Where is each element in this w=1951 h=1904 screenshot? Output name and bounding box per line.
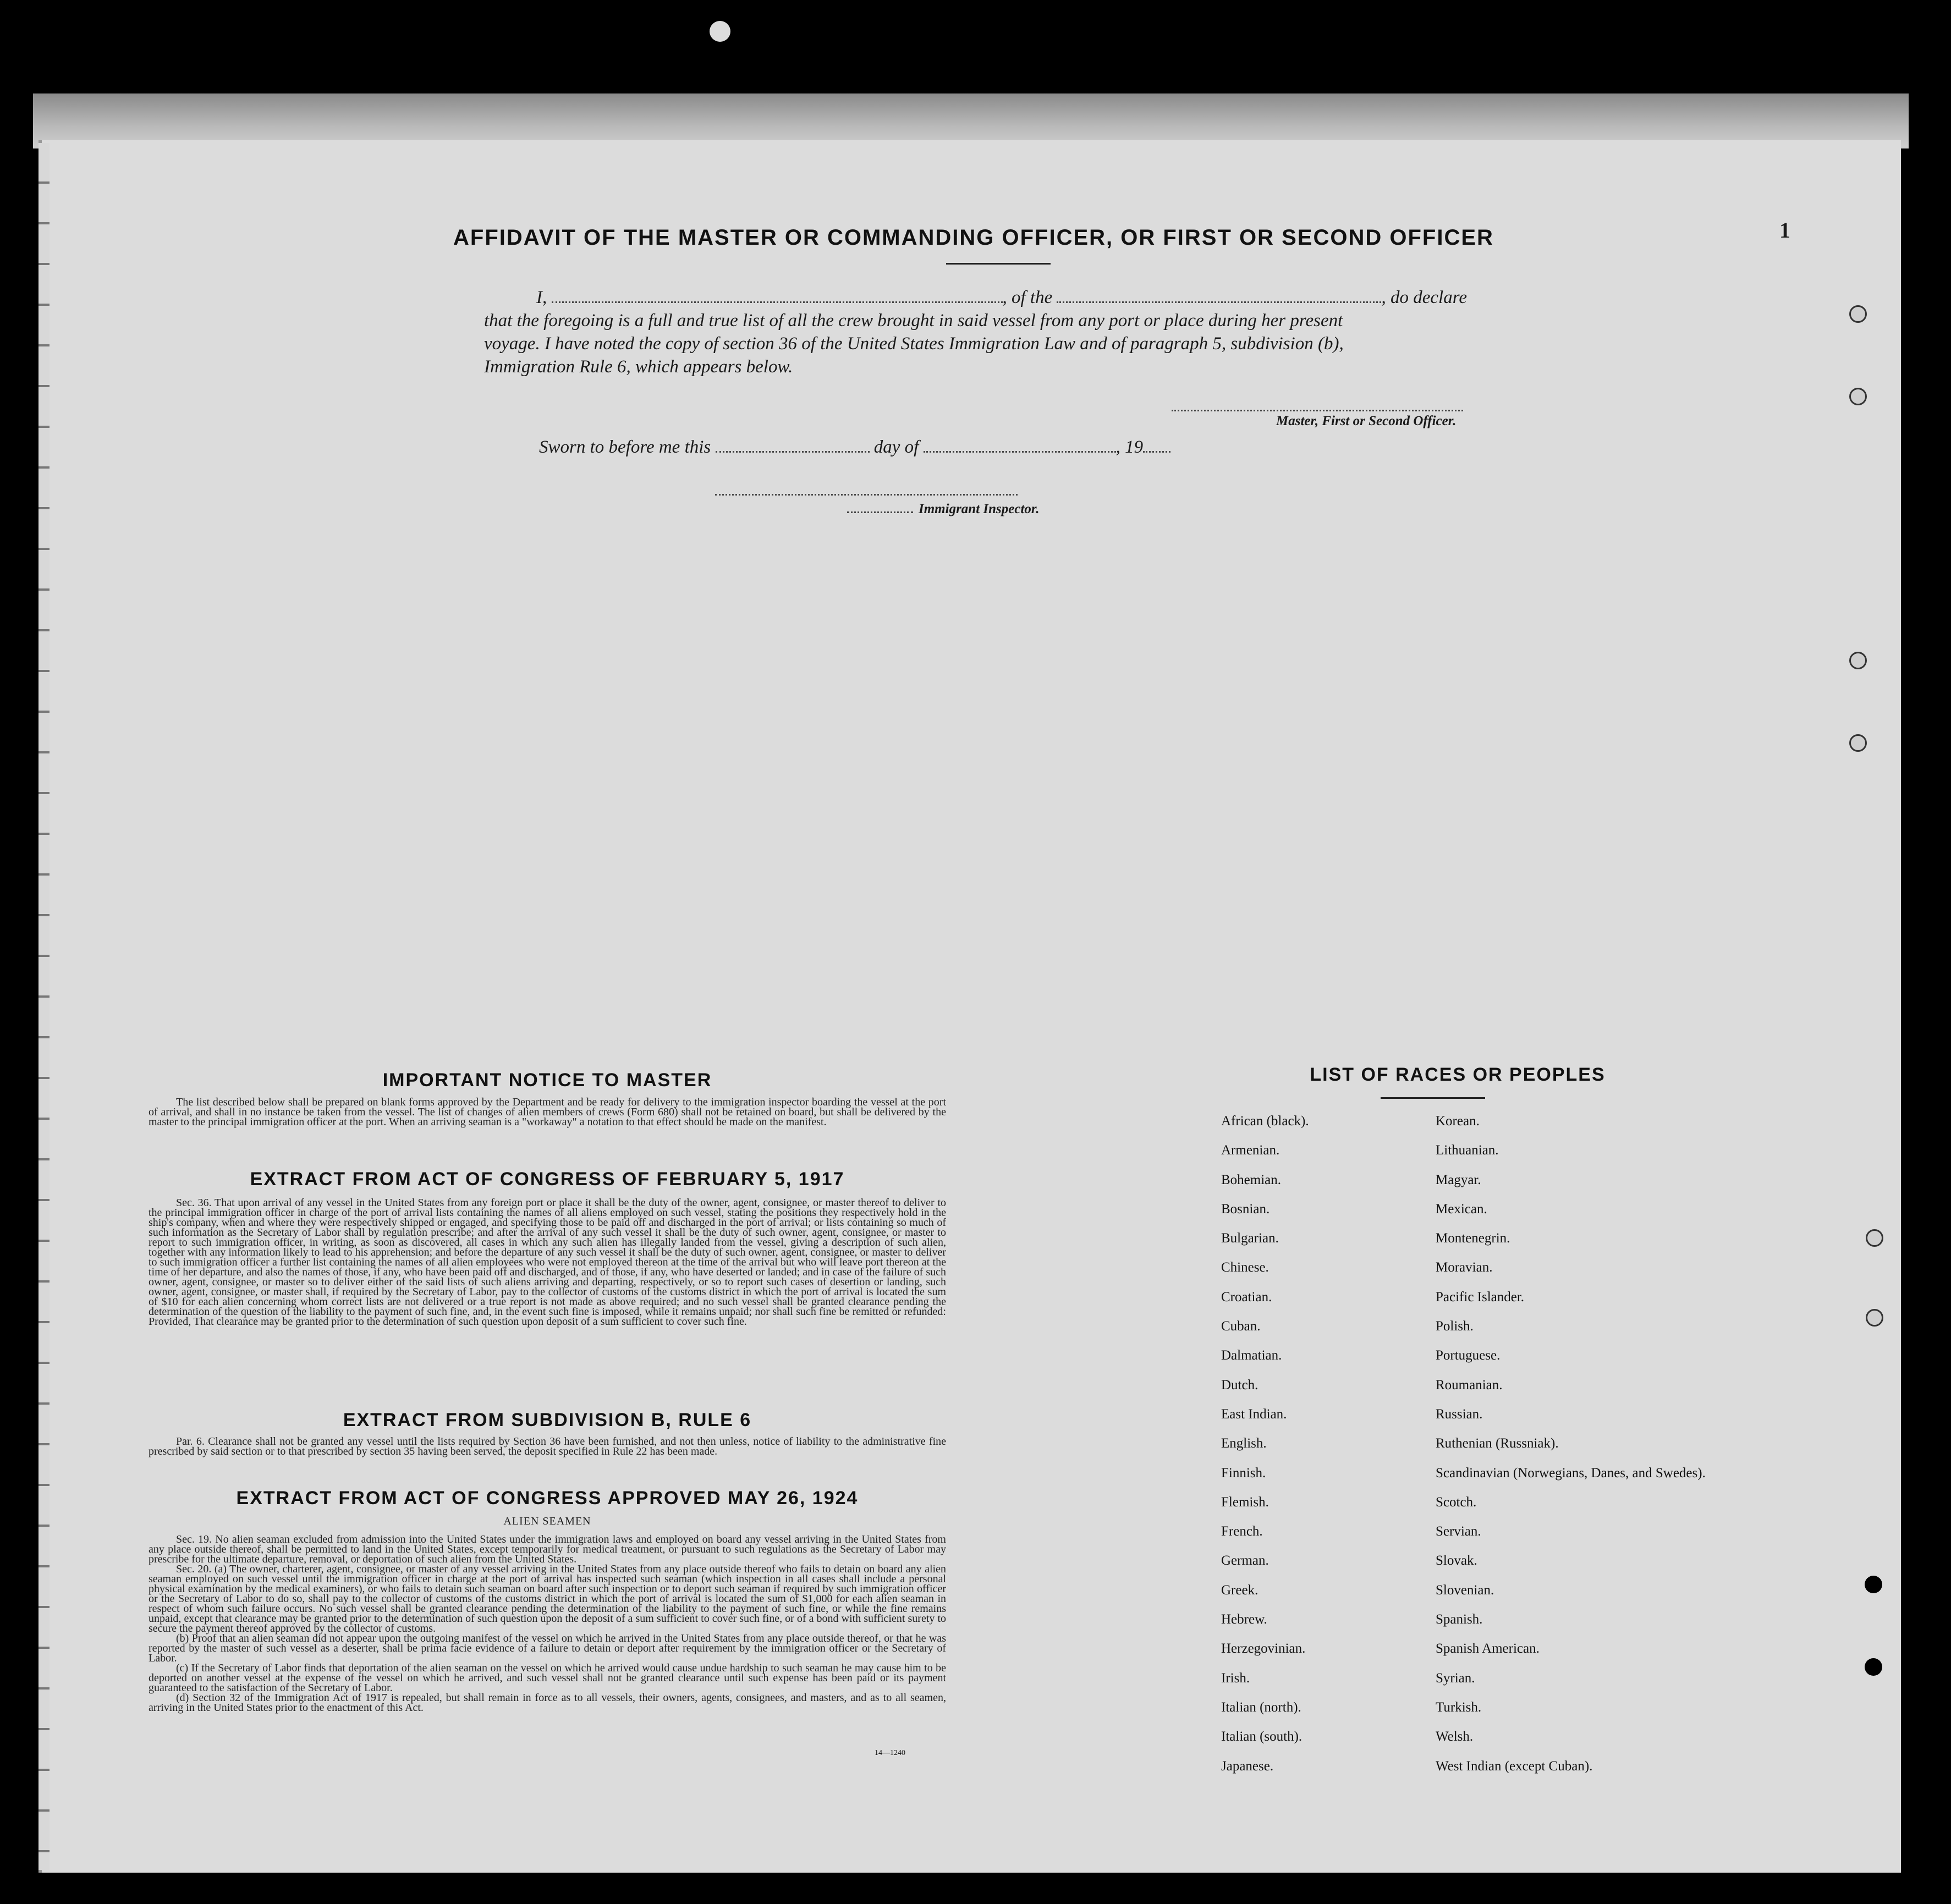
race-item: Cuban. (1221, 1319, 1261, 1334)
race-item: Magyar. (1436, 1172, 1481, 1187)
extract-1917-title: EXTRACT FROM ACT OF CONGRESS OF FEBRUARY 5, 1917 (250, 1169, 845, 1190)
race-item: Chinese. (1221, 1260, 1269, 1275)
binder-hole (1866, 1309, 1883, 1327)
race-item: Portuguese. (1436, 1348, 1501, 1363)
extract-rule6-text: Par. 6. Clearance shall not be granted any vessel until the lists required by Section 36 have been furnished, and not then unless, notice of liability to the administrative fine prescribed by said section or to that prescribed by section 35 having been served, the deposit specified in Rule 22 has been made. (149, 1435, 946, 1457)
race-item: East Indian. (1221, 1406, 1287, 1422)
sec20b-text: (b) Proof that an alien seaman did not appear upon the outgoing manifest of the vessel on which he arrived in the United States from any place outside thereof, or that he was reported by the master of such vessel as a deserter, shall be prima facie evidence of a failure to detain or deport after requirement by the immigration officer or the Secretary of Labor. (149, 1632, 946, 1664)
race-item: Dalmatian. (1221, 1348, 1282, 1363)
race-item: Korean. (1436, 1114, 1480, 1129)
affidavit-i: I, (536, 288, 547, 307)
race-item: Bohemian. (1221, 1172, 1282, 1187)
race-item: Croatian. (1221, 1289, 1272, 1305)
sec19-text: Sec. 19. No alien seaman excluded from admission into the United States under the immigration laws and employed on board any vessel arriving in the United States from any place outside thereof, shall be permitted to land in the United States, except temporarily for medical treatment, or pursuant to such regulations as the Secretary of Labor may prescribe for the ultimate departure, removal, or deportation of such alien from the United States. (149, 1533, 946, 1565)
races-column-1 (1221, 1114, 1309, 1788)
binder-hole (1849, 388, 1867, 405)
race-item: Syrian. (1436, 1670, 1475, 1686)
sworn-text: Sworn to before me this (539, 437, 711, 457)
extract-1924-body (149, 1534, 946, 1713)
extract-1917-text: Sec. 36. That upon arrival of any vessel in the United States from any foreign port or place it shall be the duty of the owner, agent, consignee, or master thereof to deliver to the principal immigration officer in charge of the port of arrival lists containing the names of all aliens employed on such vessel, stating the positions they respectively hold in the ship's company, when and where they were respectively shipped or engaged, and specifying those to be paid off and discharged in the port of arrival; or lists containing so much of such information as the Secretary of Labor shall by regulation prescribe; and after the arrival of any such vessel it shall be the duty of such owner, agent, consignee, or master to report to such immigration officer, in writing, as soon as discovered, all cases in which any such alien has illegally landed from the vessel, giving a description of such alien, together with any information likely to lead to his apprehension; and before the departure of any such vessel it shall be the duty of such owner, agent, consignee, or master to deliver to such immigration officer a further list containing the names of all alien employees who were not employed thereon at the time of the arrival but who will leave port thereon at the time of her departure, and also the names of those, if any, who have been paid off and discharged, and of those, if any, who have deserted or landed; and in case of the failure of such owner, agent, consignee, or master so to deliver either of the said lists of such aliens arriving and departing, respectively, or so to report such cases of desertion or landing, such owner, agent, consignee, or master shall, if required by the Secretary of Labor, pay to the collector of customs of the customs district in which the port of arrival is located the sum of $10 for each alien concerning whom correct lists are not delivered or a true report is not made as above required; and no such vessel shall be granted clearance pending the determination of the question of the liability to the payment of such fine, and, in the event such fine is imposed, while it remains unpaid; nor shall such fine be remitted or refunded: Provided, That clearance may be granted prior to the determination of such question upon deposit of a sum sufficient to cover such fine. (149, 1197, 946, 1328)
binder-hole (1849, 305, 1867, 323)
vessel-blank[interactable] (1057, 288, 1381, 303)
name-blank[interactable] (552, 288, 1003, 303)
race-item: Ruthenian (Russniak). (1436, 1436, 1559, 1451)
race-item: Scandinavian (Norwegians, Danes, and Swedes). (1436, 1465, 1706, 1481)
affidavit-of-the: , of the (1002, 288, 1053, 307)
race-item: Lithuanian. (1436, 1143, 1499, 1158)
race-item: Irish. (1221, 1670, 1250, 1686)
race-item: Polish. (1436, 1319, 1474, 1334)
affidavit-line2: that the foregoing is a full and true list of all the crew brought in said vessel from any port or place during her present (484, 311, 1343, 331)
race-item: Scotch. (1436, 1494, 1477, 1510)
day-blank[interactable] (716, 438, 870, 453)
race-item: Italian (north). (1221, 1699, 1301, 1715)
race-item: English. (1221, 1436, 1267, 1451)
title-underline (946, 263, 1051, 265)
race-item: Turkish. (1436, 1699, 1482, 1715)
ledger-strip (39, 143, 50, 1870)
binder-hole (1865, 1576, 1882, 1593)
notice-text: The list described below shall be prepared on blank forms approved by the Department and be ready for delivery to the immigration inspector boarding the vessel at the port of arrival, and shall in no instance be taken from the vessel. The list of changes of alien members of crews (Form 680) shall not be retained on board, but shall be delivered by the master to the principal immigration officer at the port. When an arriving seaman is a "workaway" a notation to that effect should be made on the manifest. (149, 1096, 946, 1128)
extract-1924-title: EXTRACT FROM ACT OF CONGRESS APPROVED MAY 26, 1924 (236, 1488, 859, 1509)
year-blank[interactable] (1143, 438, 1170, 453)
affidavit-title: AFFIDAVIT OF THE MASTER OR COMMANDING OFFICER, OR FIRST OR SECOND OFFICER (453, 225, 1494, 250)
race-item: Welsh. (1436, 1729, 1474, 1745)
inspector-signature-line[interactable] (715, 494, 1018, 496)
race-item: Spanish American. (1436, 1641, 1540, 1657)
affidavit-line4: Immigration Rule 6, which appears below. (484, 357, 793, 377)
page-number: 1 (1779, 218, 1790, 243)
race-item: Moravian. (1436, 1260, 1493, 1275)
sec20c-text: (c) If the Secretary of Labor finds that deportation of the alien seaman on the vessel on which he arrived would cause undue hardship to such seaman he may cause him to be deported on another vessel at the expense of the vessel on which he arrived, and such vessel shall not be granted clearance until such expense has been paid or its payment guaranteed to the satisfaction of the Secretary of Labor. (149, 1662, 946, 1694)
extract-rule6-title: EXTRACT FROM SUBDIVISION B, RULE 6 (343, 1410, 752, 1430)
affidavit-text (484, 286, 1518, 378)
master-signature-line[interactable] (1172, 410, 1463, 411)
race-item: German. (1221, 1553, 1269, 1569)
sworn-line (539, 437, 1170, 458)
form-number: 14—1240 (875, 1749, 905, 1757)
master-label: Master, First or Second Officer. (1276, 414, 1457, 428)
inspector-label: Immigrant Inspector. (919, 502, 1040, 516)
race-item: Herzegovinian. (1221, 1641, 1306, 1657)
race-item: West Indian (except Cuban). (1436, 1758, 1593, 1774)
race-item: Italian (south). (1221, 1729, 1303, 1745)
race-item: Russian. (1436, 1406, 1483, 1422)
race-item: Montenegrin. (1436, 1231, 1510, 1246)
month-blank[interactable] (924, 438, 1116, 453)
race-item: Bosnian. (1221, 1201, 1270, 1217)
sec20d-text: (d) Section 32 of the Immigration Act of 1917 is repealed, but shall remain in force as to all vessels, their owners, agents, consignees, and masters, and as to all seamen, arriving in the United States prior to the enactment of this Act. (149, 1692, 946, 1714)
race-item: Dutch. (1221, 1377, 1258, 1393)
races-underline (1381, 1097, 1485, 1099)
races-title: LIST OF RACES OR PEOPLES (1310, 1064, 1606, 1085)
race-item: Finnish. (1221, 1465, 1266, 1481)
scanner-dot (710, 21, 730, 42)
races-column-2 (1436, 1114, 1706, 1788)
race-item: Spanish. (1436, 1612, 1483, 1627)
race-item: Hebrew. (1221, 1612, 1267, 1627)
race-item: Slovak. (1436, 1553, 1477, 1569)
race-item: Mexican. (1436, 1201, 1487, 1217)
binder-hole (1849, 734, 1867, 752)
inspector-signature-line-2 (847, 511, 913, 513)
affidavit-declare: , do declare (1381, 288, 1467, 307)
race-item: Slovenian. (1436, 1582, 1494, 1598)
race-item: Pacific Islander. (1436, 1289, 1525, 1305)
binder-hole (1866, 1229, 1883, 1247)
binder-hole (1865, 1658, 1882, 1676)
sec20a-text: Sec. 20. (a) The owner, charterer, agent, consignee, or master of any vessel arriving in the United States from any place outside thereof who fails to detain on board any alien seaman employed on such vessel until the immigration officer in charge at the port of arrival has inspected such seaman (which inspection in all cases shall include a personal physical examination by the medical examiners), or who fails to detain such seaman on board after such inspection or to deport such seaman if required by such immigration officer or the Secretary of Labor to do so, shall pay to the collector of customs of the customs district in which the port of arrival is located the sum of $1,000 for each alien seaman in respect of whom such failure occurs. No such vessel shall be granted clearance pending the determination of the liability to the payment of such fine, or while the fine remains unpaid, except that clearance may be granted prior to the determination of such question upon the deposit of a sum sufficient to cover such fine, or of a bond with sufficient surety to secure the payment thereof approved by the collector of customs. (149, 1563, 946, 1635)
race-item: Greek. (1221, 1582, 1258, 1598)
binder-hole (1849, 652, 1867, 669)
race-item: Armenian. (1221, 1143, 1280, 1158)
race-item: Japanese. (1221, 1758, 1274, 1774)
race-item: Flemish. (1221, 1494, 1269, 1510)
alien-seamen-subtitle: ALIEN SEAMEN (503, 1515, 591, 1527)
race-item: Servian. (1436, 1524, 1481, 1539)
race-item: Roumanian. (1436, 1377, 1503, 1393)
year-text: , 19 (1115, 437, 1144, 457)
race-item: African (black). (1221, 1114, 1309, 1129)
race-item: French. (1221, 1524, 1263, 1539)
day-of-text: day of (873, 437, 919, 457)
affidavit-line3: voyage. I have noted the copy of section 36 of the United States Immigration Law and of paragraph 5, subdivision (b), (484, 334, 1344, 354)
notice-title: IMPORTANT NOTICE TO MASTER (382, 1070, 712, 1091)
race-item: Bulgarian. (1221, 1231, 1279, 1246)
